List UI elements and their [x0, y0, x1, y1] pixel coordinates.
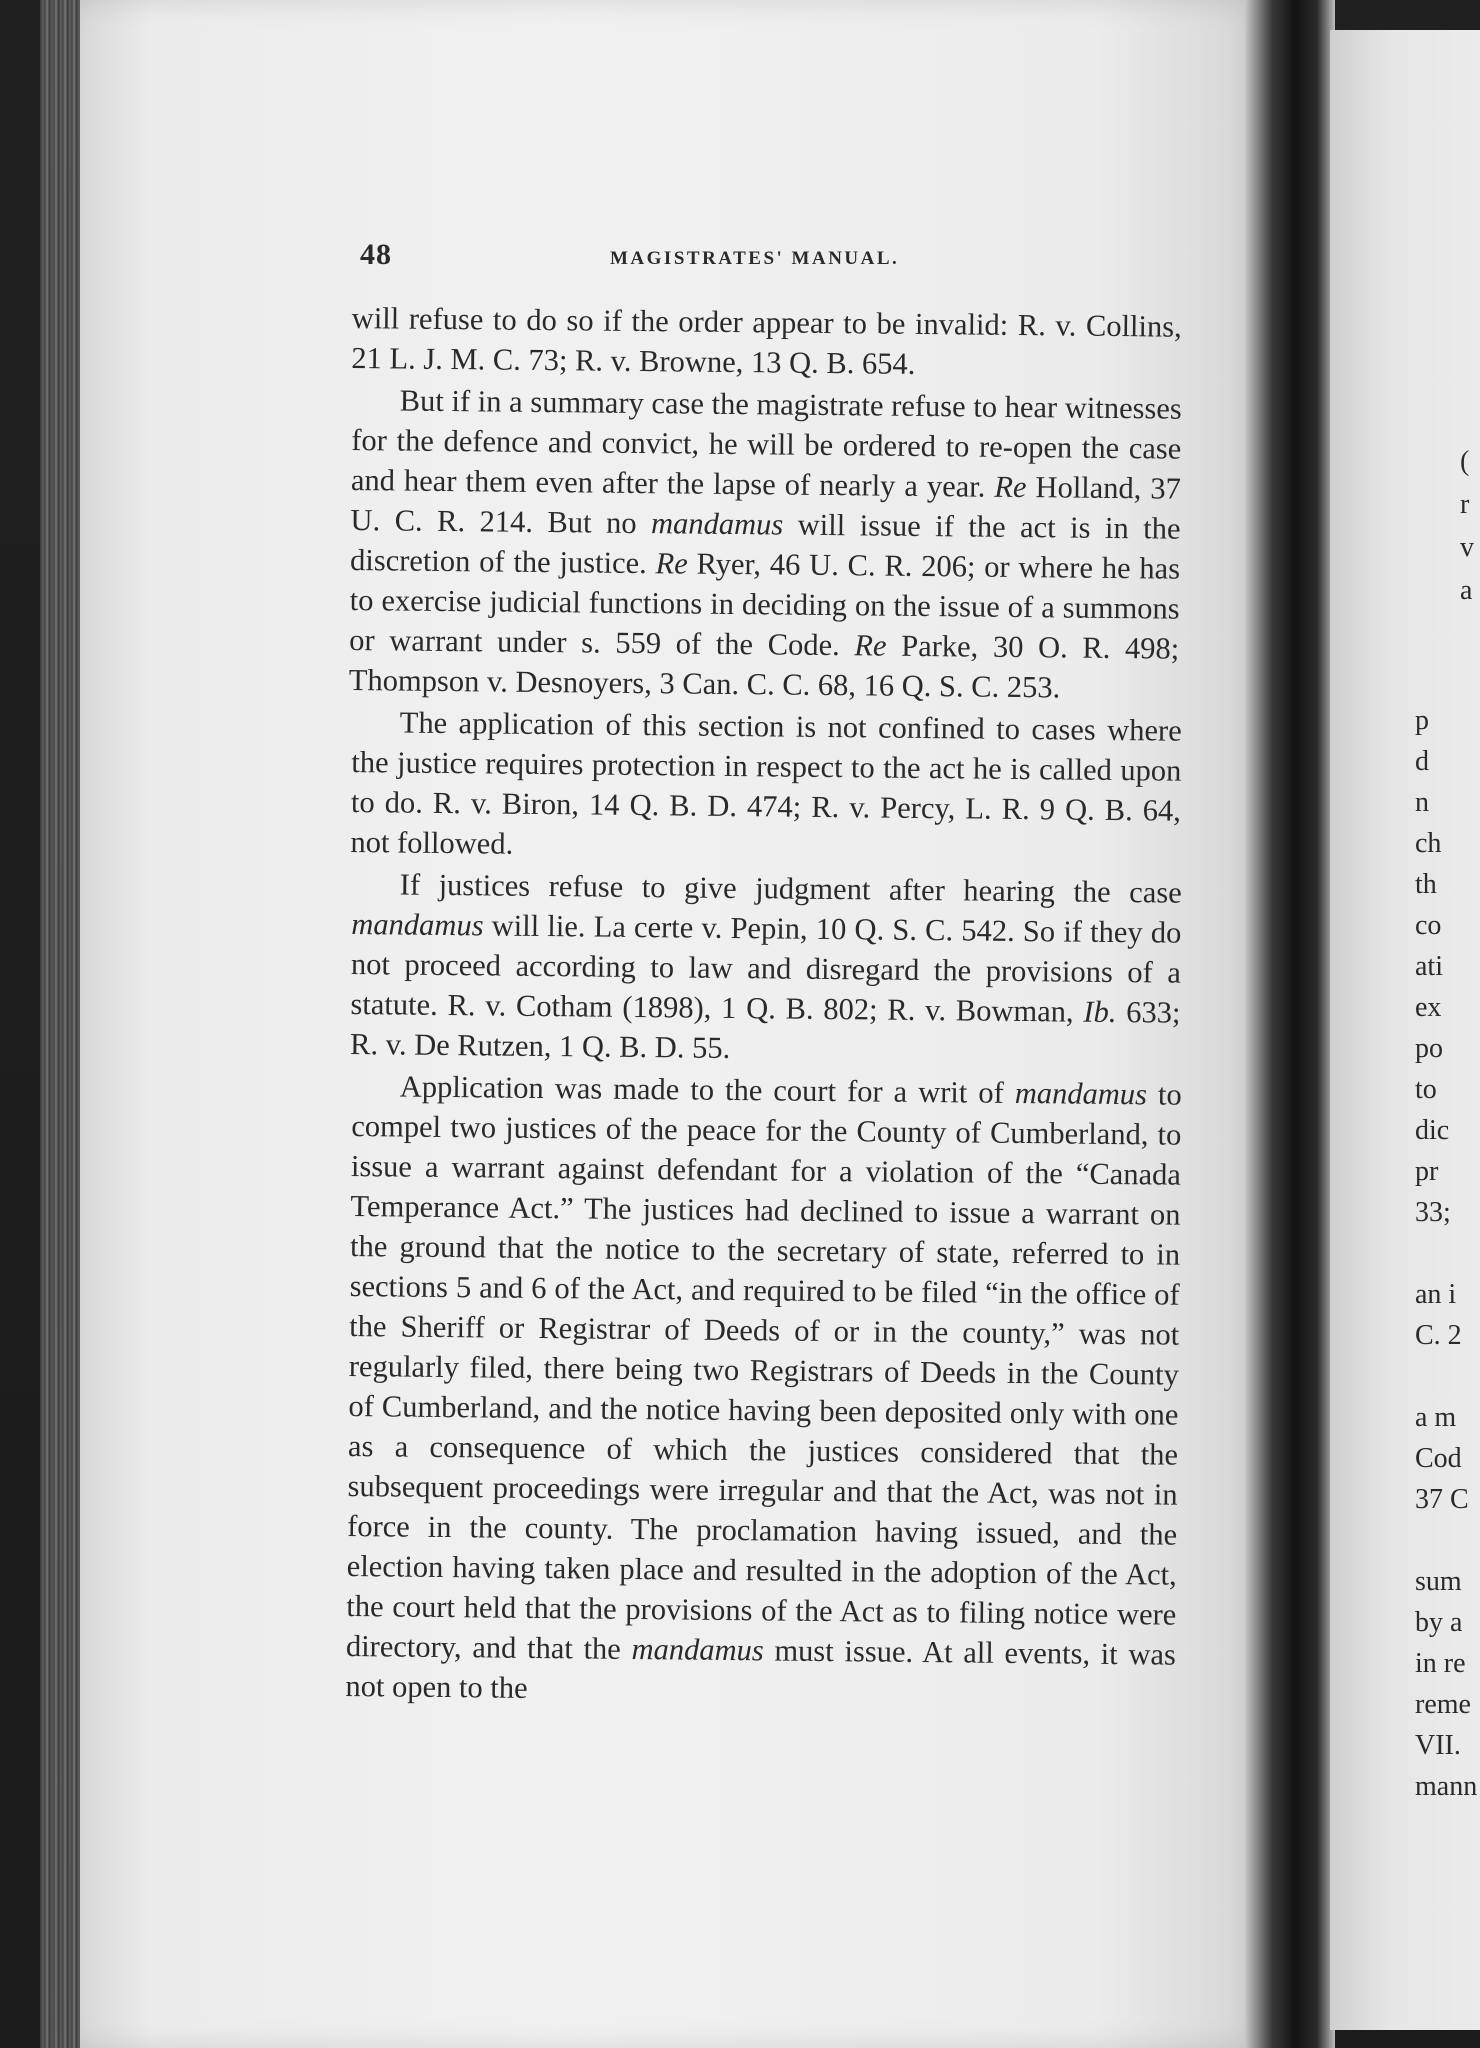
- page-number: 48: [360, 238, 392, 271]
- italic-text: Re: [655, 546, 688, 581]
- book-gutter: [1245, 0, 1335, 2048]
- right-page-fragment: by a: [1415, 1607, 1463, 1638]
- right-page-fragment: to: [1415, 1074, 1437, 1105]
- paragraph-text: Parke, 30 O. R. 498; Thompson v. Desnoyers, 3 Can. C. C. 68, 16 Q. S. C. 253.: [348, 628, 1180, 705]
- paragraph: [350, 864, 1182, 1073]
- right-page-fragment: [1415, 1233, 1480, 1274]
- italic-text: Re: [854, 628, 887, 663]
- right-page-fragment: [1415, 1356, 1480, 1397]
- running-header-title: MAGISTRATES' MANUAL.: [610, 248, 900, 269]
- right-page-fragment: a m: [1415, 1402, 1457, 1433]
- paragraph-text: Application was made to the court for a writ of: [399, 1069, 1015, 1110]
- paragraph-text: will refuse to do so if the order appear to be invalid: R. v. Collins, 21 L. J. M. C. 73; R. v. Browne, 13 Q. B. 654.: [351, 300, 1182, 381]
- italic-text: mandamus: [1014, 1075, 1148, 1112]
- paragraph-text: will issue if the act is in the discretion of the justice.: [349, 507, 1181, 581]
- right-page-fragment: p: [1415, 705, 1429, 736]
- right-page-fragment: dic: [1415, 1115, 1450, 1146]
- right-page-fragment: po: [1415, 1033, 1443, 1064]
- right-page-fragment: a: [1460, 575, 1473, 606]
- running-head: [352, 238, 1182, 278]
- right-page-fragments-top: [1460, 440, 1480, 612]
- paragraph-text: The application of this section is not confined to cases where the justice requires protection in respect to the act he is called upon to do. R. v. Biron, 14 Q. B. D. 474; R. v. Percy, L. R. 9 Q. B. 64, not followed.: [350, 705, 1182, 861]
- right-page-fragment: 33;: [1415, 1197, 1451, 1228]
- paragraph-text: If justices refuse to give judgment after hearing the case: [399, 867, 1182, 910]
- right-page-fragment: reme: [1415, 1689, 1471, 1720]
- right-page-fragment: ch: [1415, 828, 1442, 859]
- paragraph: [345, 1066, 1182, 1715]
- right-page-fragment: 37 C: [1415, 1484, 1469, 1515]
- right-page-fragment: an i: [1415, 1279, 1457, 1310]
- paragraph-text: But if in a summary case the magistrate refuse to hear witnesses for the defence and convict, he will be ordered to re-open the case and hear them even after the lapse of nearly a year.: [350, 383, 1182, 504]
- right-page-fragment: n: [1415, 787, 1429, 818]
- italic-text: Ib.: [1083, 994, 1117, 1030]
- right-page-fragment: Cod: [1415, 1443, 1462, 1474]
- right-page-fragments: [1415, 700, 1480, 1807]
- right-page-fragment: [1415, 1520, 1480, 1561]
- paragraph: [350, 702, 1182, 871]
- right-page-fragment: co: [1415, 910, 1442, 941]
- paragraph-text: to compel two justices of the peace for the County of Cumberland, to issue a warrant against defendant for a violation of the “Canada Temperance Act.” The justices had declined to issue a warrant on the ground that the notice to the secretary of state, referred to in sections 5 and 6 of the Act, and required to be filed “in the office of the Sheriff or Registrar of Deeds of or in the county,” was not regularly filed, there being two Registrars of Deeds in the County of Cumberland, and the notice having been deposited only with one as a consequence of which the justices considered that the subsequent proceedings were irregular and that the Act, was not in force in the county. The proclamation having issued, and the election having taken place and resulted in the adoption of the Act, the court held that the provisions of the Act as to filing notice were directory, and that the: [345, 1077, 1182, 1666]
- body-text: [345, 298, 1182, 1706]
- paragraph: [349, 380, 1182, 709]
- right-page-fragment: VII.: [1415, 1730, 1461, 1761]
- right-page-fragment: d: [1415, 746, 1429, 777]
- right-page-fragment: ex: [1415, 992, 1442, 1023]
- paragraph-text: will lie. La certe v. Pepin, 10 Q. S. C. 542. So if they do not proceed according to law and disregard the provisions of a statute. R. v. Cotham (1898), 1 Q. B. 802; R. v. Bowman,: [350, 908, 1182, 1029]
- paragraph-text: must issue. At all events, it was not open to the: [345, 1633, 1177, 1705]
- page-content: [345, 238, 1182, 1706]
- right-page-fragment: r: [1460, 489, 1470, 520]
- italic-text: Re: [994, 469, 1027, 505]
- right-page-fragment: in re: [1415, 1648, 1466, 1679]
- paragraph: [351, 298, 1182, 387]
- right-page-fragment: th: [1415, 869, 1437, 900]
- right-page-fragment: mann: [1415, 1771, 1478, 1802]
- right-page-fragment: ati: [1415, 951, 1443, 982]
- italic-text: mandamus: [351, 906, 484, 943]
- paragraph-text: 633; R. v. De Rutzen, 1 Q. B. D. 55.: [349, 995, 1181, 1065]
- paragraph-text: Ryer, 46 U. C. R. 206; or where he has to exercise judicial functions in deciding on the issue of a summons or warrant under s. 559 of the Code.: [349, 546, 1181, 663]
- right-page-fragment: sum: [1415, 1566, 1462, 1597]
- right-page-fragment: v: [1460, 532, 1474, 563]
- italic-text: mandamus: [631, 1631, 764, 1668]
- paragraph-text: Holland, 37 U. C. R. 214. But no: [350, 470, 1182, 541]
- right-page-fragment: C. 2: [1415, 1320, 1462, 1351]
- italic-text: mandamus: [650, 506, 784, 542]
- right-page-fragment: pr: [1415, 1156, 1439, 1187]
- right-page-fragment: (: [1460, 446, 1470, 477]
